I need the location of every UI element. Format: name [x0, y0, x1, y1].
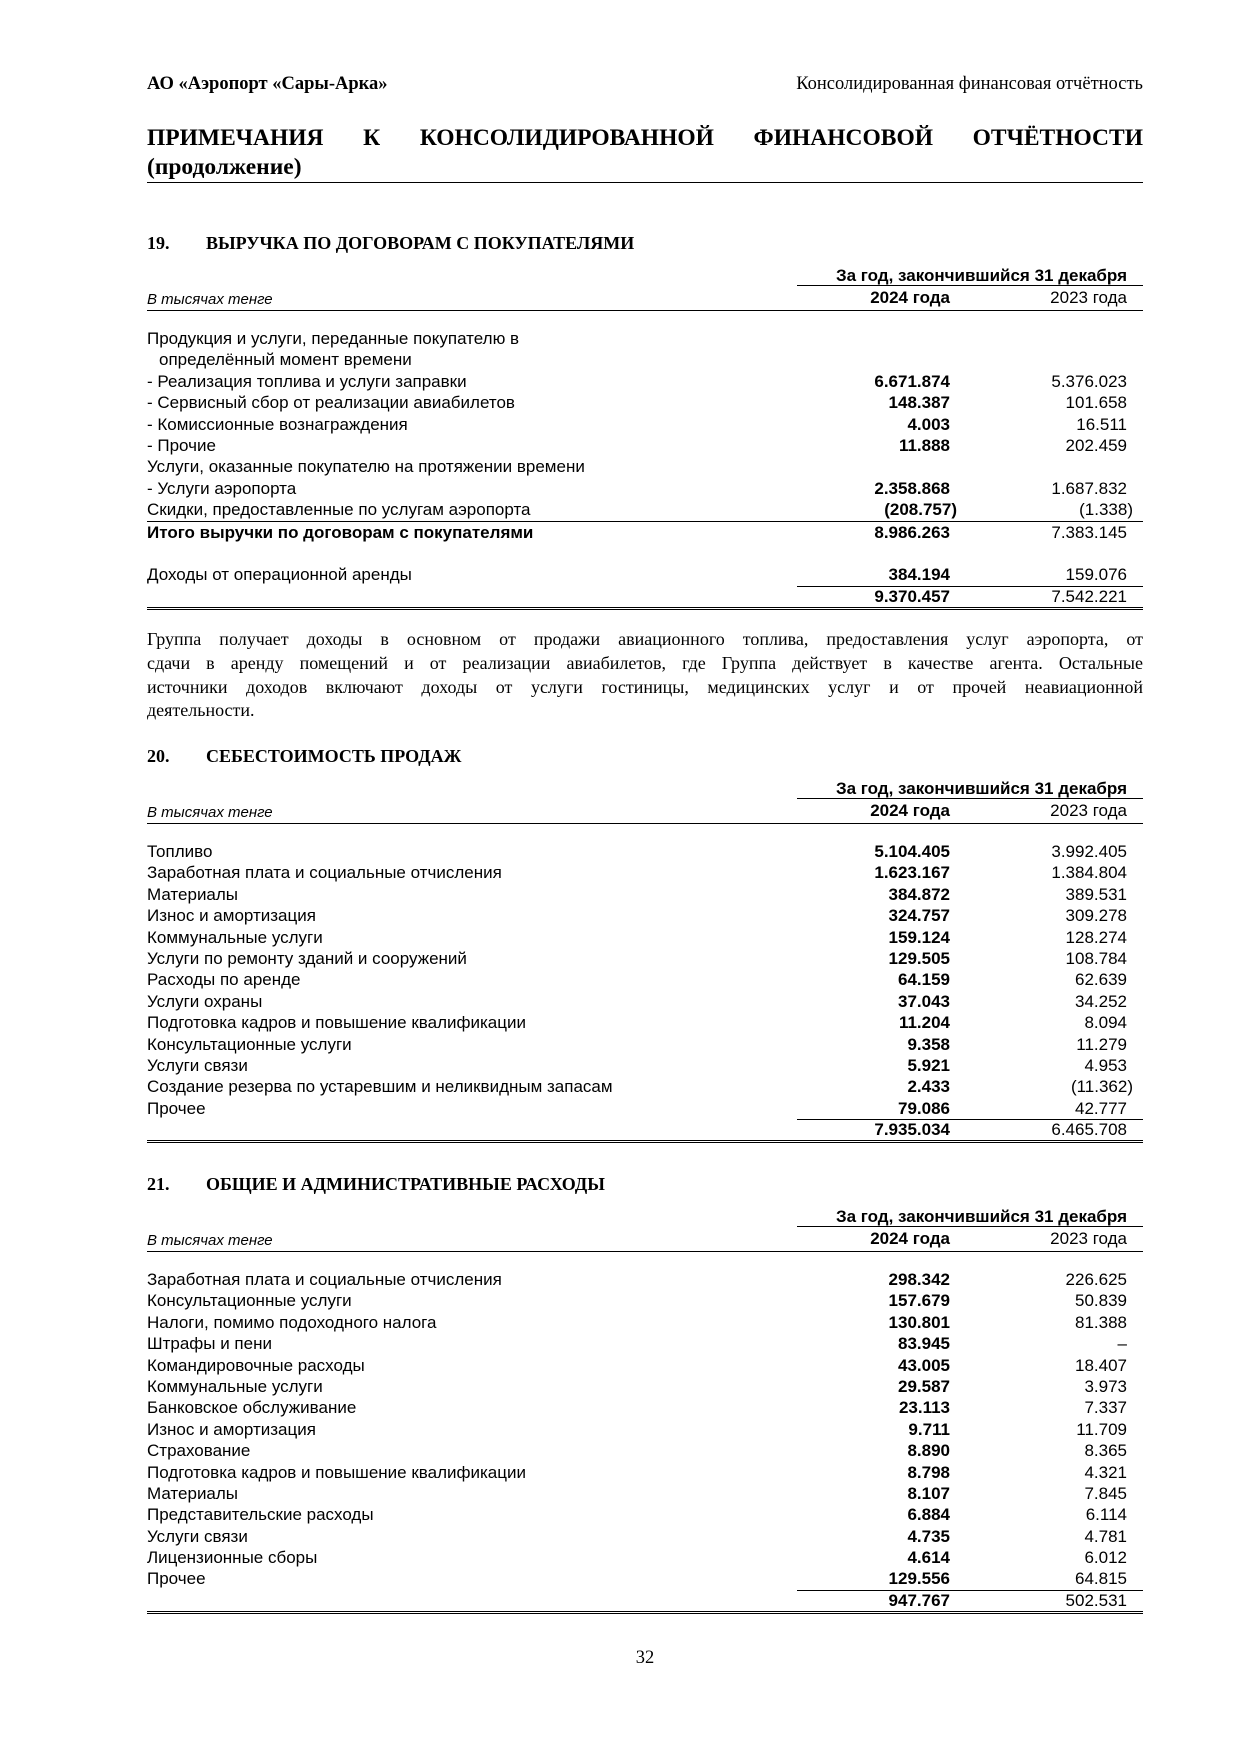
section-20-heading — [147, 746, 1143, 768]
column-2023: 2023 года — [1050, 801, 1127, 820]
subtotal-row: Итого выручки по договорам с покупателями 8.986.263 7.383.145 — [147, 521, 1143, 543]
period-header: За год, закончившийся 31 декабря — [797, 1206, 1143, 1227]
title-word: К — [363, 125, 381, 151]
total-double-rule — [147, 1140, 1143, 1144]
title-divider — [147, 182, 1143, 183]
table-header — [147, 265, 1143, 311]
total-double-rule — [147, 607, 1143, 611]
table-row: Банковское обслуживание 23.113 7.337 — [147, 1398, 1127, 1418]
title-word: ПРИМЕЧАНИЯ — [147, 125, 324, 151]
column-2023: 2023 года — [1050, 288, 1127, 307]
title-continuation: (продолжение) — [147, 154, 302, 180]
table-row: Страхование 8.890 8.365 — [147, 1441, 1127, 1461]
period-header: За год, закончившийся 31 декабря — [797, 778, 1143, 799]
table-header — [147, 778, 1143, 824]
table-row: Продукция и услуги, переданные покупателю в — [147, 329, 520, 348]
table-row: Подготовка кадров и повышение квалификации 11.204 8.094 — [147, 1013, 1127, 1033]
revenue-note-paragraph: Группа получает доходы в основном от продажи авиационного топлива, предоставления услуг аэропорта, от сдачи в аренду помещений и от реализации авиабилетов, где Группа действует в качестве агента. Остальные источники доходов включают доходы от услуги гостиницы, медицинских услуг и от прочей неавиационной деятельности. — [147, 629, 1143, 721]
table-row: Услуги связи 4.735 4.781 — [147, 1526, 1127, 1546]
table-row: Услуги связи 5.921 4.953 — [147, 1055, 1127, 1075]
table-row: Услуги охраны 37.043 34.252 — [147, 991, 1127, 1011]
table-row: Расходы по аренде 64.159 62.639 — [147, 970, 1127, 990]
report-name: Консолидированная финансовая отчётность — [796, 74, 1143, 94]
page-number: 32 — [635, 1648, 655, 1668]
table-row: - Услуги аэропорта 2.358.868 1.687.832 — [147, 478, 1127, 498]
units-label: В тысячах тенге — [147, 804, 273, 821]
admin-expenses-table — [147, 1206, 1143, 1615]
table-row: Создание резерва по устаревшим и неликвидным запасам 2.433 (11.362) — [147, 1077, 1133, 1097]
column-2024: 2024 года — [870, 801, 950, 820]
title-word: КОНСОЛИДИРОВАННОЙ — [419, 125, 714, 151]
table-row: Лицензионные сборы 4.614 6.012 — [147, 1548, 1127, 1568]
table-row: Налоги, помимо подоходного налога 130.801 81.388 — [147, 1312, 1127, 1332]
revenue-table — [147, 265, 1143, 611]
page-header — [147, 74, 1143, 96]
total-row: 7.935.034 6.465.708 — [147, 1119, 1143, 1140]
table-row: Штрафы и пени 83.945 – — [147, 1334, 1127, 1354]
section-title: ВЫРУЧКА ПО ДОГОВОРАМ С ПОКУПАТЕЛЯМИ — [206, 233, 635, 253]
table-row: Консультационные услуги 9.358 11.279 — [147, 1034, 1127, 1054]
total-row: 9.370.457 7.542.221 — [147, 586, 1143, 607]
table-row: Материалы 8.107 7.845 — [147, 1483, 1127, 1503]
table-row: - Реализация топлива и услуги заправки 6.671.874 5.376.023 — [147, 371, 1127, 391]
section-19-heading — [147, 233, 1143, 255]
table-row: - Прочие 11.888 202.459 — [147, 435, 1127, 455]
table-row: Топливо 5.104.405 3.992.405 — [147, 842, 1127, 861]
section-title: СЕБЕСТОИМОСТЬ ПРОДАЖ — [206, 746, 462, 766]
table-row: Командировочные расходы 43.005 18.407 — [147, 1355, 1127, 1375]
cost-of-sales-table — [147, 778, 1143, 1144]
table-row: Доходы от операционной аренды 384.194 159.076 — [147, 565, 1127, 585]
table-row: Скидки, предоставленные по услугам аэропорта (208.757) (1.338) — [147, 500, 1133, 520]
table-row: - Сервисный сбор от реализации авиабилетов 148.387 101.658 — [147, 393, 1127, 413]
section-21-heading — [147, 1174, 1143, 1196]
total-row: 947.767 502.531 — [147, 1590, 1143, 1611]
table-row: - Комиссионные вознаграждения 4.003 16.511 — [147, 414, 1127, 434]
table-row: Заработная плата и социальные отчисления 298.342 226.625 — [147, 1270, 1127, 1289]
column-2024: 2024 года — [870, 1229, 950, 1248]
table-row: Коммунальные услуги 159.124 128.274 — [147, 927, 1127, 947]
section-number: 19. — [147, 233, 170, 253]
table-row: Заработная плата и социальные отчисления 1.623.167 1.384.804 — [147, 863, 1127, 883]
title-word: ФИНАНСОВОЙ — [753, 125, 934, 151]
table-row: Износ и амортизация 324.757 309.278 — [147, 906, 1127, 926]
table-row: Услуги по ремонту зданий и сооружений 129.505 108.784 — [147, 948, 1127, 968]
table-row: Подготовка кадров и повышение квалификации 8.798 4.321 — [147, 1462, 1127, 1482]
section-number: 21. — [147, 1174, 170, 1194]
table-row: Прочее 79.086 42.777 — [147, 1098, 1127, 1118]
table-header — [147, 1206, 1143, 1252]
page-title — [147, 124, 1143, 182]
column-2023: 2023 года — [1050, 1229, 1127, 1248]
table-row: Прочее 129.556 64.815 — [147, 1569, 1127, 1589]
units-label: В тысячах тенге — [147, 1232, 273, 1249]
table-row: Услуги, оказанные покупателю на протяжении времени — [147, 457, 585, 477]
total-double-rule — [147, 1611, 1143, 1615]
table-row: определённый момент времени — [159, 350, 412, 370]
title-word: ОТЧЁТНОСТИ — [972, 125, 1143, 151]
units-label: В тысячах тенге — [147, 291, 273, 308]
column-2024: 2024 года — [870, 288, 950, 307]
table-row: Материалы 384.872 389.531 — [147, 884, 1127, 904]
table-row: Износ и амортизация 9.711 11.709 — [147, 1419, 1127, 1439]
period-header: За год, закончившийся 31 декабря — [797, 265, 1143, 286]
section-title: ОБЩИЕ И АДМИНИСТРАТИВНЫЕ РАСХОДЫ — [206, 1174, 605, 1194]
table-row: Коммунальные услуги 29.587 3.973 — [147, 1376, 1127, 1396]
section-number: 20. — [147, 746, 170, 766]
table-row: Консультационные услуги 157.679 50.839 — [147, 1291, 1127, 1311]
table-row: Представительские расходы 6.884 6.114 — [147, 1505, 1127, 1525]
company-name: АО «Аэропорт «Сары-Арка» — [147, 74, 388, 94]
